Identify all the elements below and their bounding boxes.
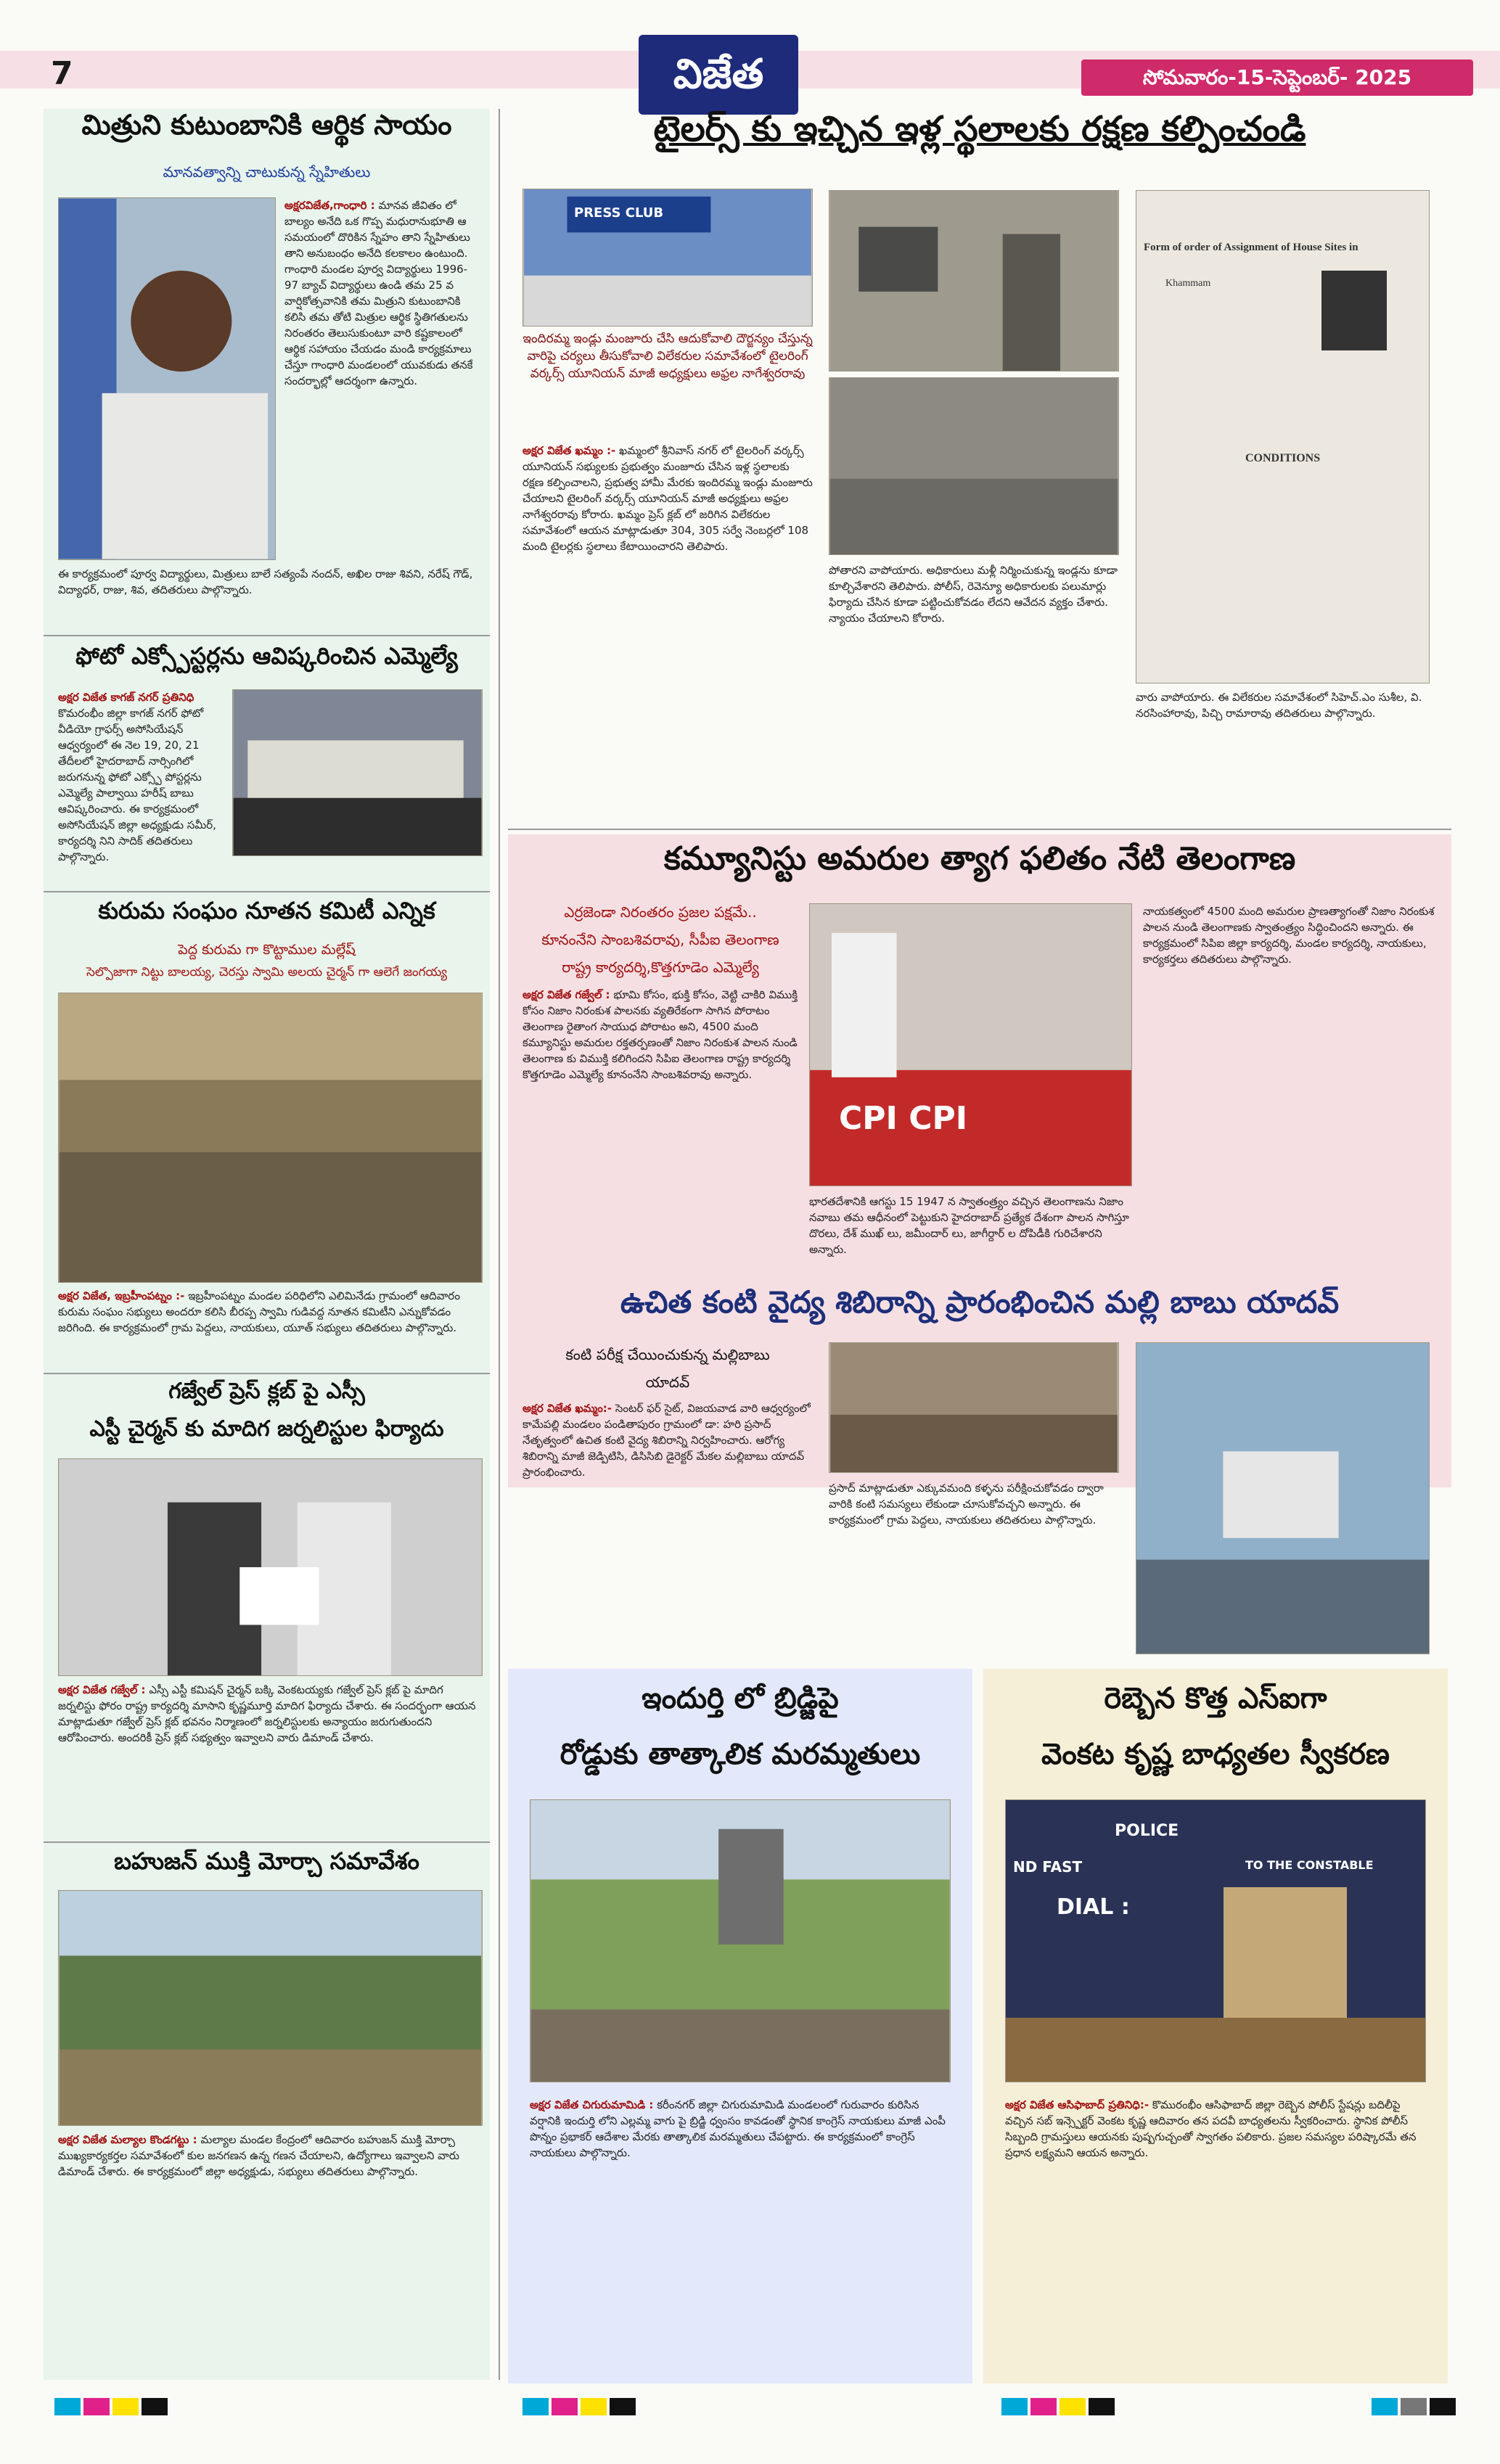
tailors-dateline: అక్షర విజేత ఖమ్మం :- [522,444,616,457]
divider [44,891,490,892]
eye-body: సెంటర్ ఫర్ సైట్, విజయవాడ వారి ఆధ్వర్యంలో కామేపల్లి మండలం పండితాపురం గ్రామంలో డా: హరి ప్రసాద్ నేతృత్వంలో ఉచిత కంటి వైద్య శిబిరాన్ని నిర్వహించారు. ఆరోగ్య శిబిరాన్ని మాజీ జెడ్పిటిసి, డిసిసిబి డైరెక్టర్ మేకల మల్లిబాబు యాదవ్ ప్రారంభించారు. [522,1402,811,1479]
a1-subtitle: మానవత్వాన్ని చాటుకున్న స్నేహితులు [163,163,371,181]
a3-sub1: పెద్ద కురుమ గా కొట్టాముల మల్లేష్ [178,942,356,958]
communist-sub2: కూనంనేని సాంబశివరావు, సీపీఐ తెలంగాణ [541,931,779,948]
bridge-title-line2: రోడ్డుకు తాత్కాలిక మరమ్మతులు [560,1738,921,1771]
bridge-road-photo [530,1799,951,2082]
registration-mark [83,2398,110,2415]
a1-body2: ఈ కార్యక్రమంలో పూర్వ విద్యార్థులు, మిత్రులు బాలే సత్యంపే నందన్, అఖిల రాజు శివని, నరేష్ గౌడ్, విద్యాధర్, రాజు, శివ, తదితరులు పాల్గొన్నారు. [58,567,473,596]
doc-photo-stamp [1321,271,1387,350]
a2-dateline: అక్షర విజేత కాగజ్ నగర్ ప్రతినిధి [58,691,194,704]
eye-title: ఉచిత కంటి వైద్య శిబిరాన్ని ప్రారంభించిన మల్లి బాబు యాదవ్ [620,1284,1340,1320]
a1-body: మానవ జీవితం లో బాల్యం అనేది ఒక గొప్ప మధురానుభూతి ఆ సమయంలో దొరికిన స్నేహం తాని స్నేహితులు తాని అనుబంధం అనేది కలకాలం ఉంటుంది. గాంధారి మండల పూర్వ విద్యార్థులు 1996-97 బ్యాచ్ విద్యార్థులు ఉండి తమ 25 వ వార్షికోత్సవానికి తమ మిత్రుని కుటుంబానికి కలిసి తమ తోటి మిత్రుల ఆర్థిక స్థితిగతులను నిరంతరం తెలుసుకుంటూ వారి కష్టకాలంలో ఆర్థిక సహాయం చేయడం మండి కార్యక్రమాలు చేస్తూ గాంధారి మండలంలో యువకుడు తనకే సందర్భాల్లో ఆదర్శంగా ఉన్నారు. [284,199,473,387]
group-photo-icon [233,690,482,855]
a4-dateline: అక్షర విజేత గజ్వేల్ : [58,1683,146,1696]
registration-mark [1372,2398,1398,2415]
si-title-line2: వెంకట కృష్ణ బాధ్యతల స్వీకరణ [1041,1738,1390,1771]
eye-checkup-icon [1136,1343,1429,1654]
issue-date: సోమవారం-15-సెప్టెంబర్- 2025 [1081,59,1473,96]
communist-sub1: ఎర్రజెండా నిరంతరం ప్రజల పక్షమే.. [564,903,757,921]
a2-group-photo [232,689,483,856]
tailors-rubble-photo [829,377,1119,555]
portrait-photo-icon [59,198,275,559]
communist-body3: నాయకత్వంలో 4500 మంది అమరుల ప్రాణత్యాగంతో నిజాం నిరంకుశ పాలన నుండి తెలంగాణకు స్వాతంత్ర్యం సిద్ధించిందని అన్నారు. ఈ కార్యక్రమంలో సిపిఐ జిల్లా కార్యదర్శి, మండల కార్యదర్శి, నాయకులు, కార్యకర్తలు తదితరులు పాల్గొన్నారు. [1143,905,1435,966]
eye-body2: ప్రసాద్ మాట్లాడుతూ ఎక్కువమంది కళ్ళను పరీక్షించుకోవడం ద్వారా వారికి కంటి సమస్యలు లేకుండా చూసుకోవచ్చని అన్నారు. ఈ కార్యక్రమంలో గ్రామ పెద్దలు, నాయకులు తదితరులు పాల్గొన్నారు. [829,1482,1104,1527]
doc-conditions: CONDITIONS [1245,452,1321,464]
registration-mark [1089,2398,1115,2415]
registration-mark [142,2398,168,2415]
a4-body: ఎస్సీ ఎస్టీ కమిషన్ చైర్మన్ బక్కి వెంకటయ్యకు గజ్వేల్ ప్రెస్ క్లబ్ పై మాదిగ జర్నలిస్టు ఫోరం రాష్ట్ర కార్యదర్శి మాసాని కృష్ణమూర్తి మాదిగ ఫిర్యాదు చేశారు. ఈ సందర్భంగా ఆయన మాట్లాడుతూ గజ్వేల్ ప్రెస్ క్లబ్ భవనం నిర్మాణంలో జర్నలిస్టులకు అన్యాయం జరుగుతుందని ఆరోపించారు. అందరికీ ప్రెస్ క్లబ్ సభ్యత్వం ఇవ్వాలని వారు డిమాండ్ చేశారు. [58,1683,476,1744]
si-body: కొమురంభీం ఆసిఫాబాద్ జిల్లా రెబ్బెన పోలీస్ స్టేషన్లు బదిలీపై వచ్చిన సబ్ ఇన్స్పెక్టర్ వెంకట కృష్ణ ఆదివారం తన పదవీ బాధ్యతలను స్వీకరించారు. స్థానిక పోలీస్ సిబ్బంది గ్రామస్తులు ఆయనకు పుష్పగుచ్చంతో స్వాగతం పలికారు. ప్రజల సమస్యల పరిష్కారమే తన ప్రధాన లక్ష్యమని ఆయన అన్నారు. [1005,2098,1417,2159]
eye-sub2: యాదవ్ [645,1373,690,1391]
si-photo-text-police: POLICE [1115,1822,1179,1840]
a4-photo [58,1458,483,1676]
masthead-logo: విజేత [639,35,798,115]
a4-title-line1: గజ్వేల్ ప్రెస్ క్లబ్ పై ఎస్సీ [168,1379,365,1404]
road-repair-icon [530,1800,950,2082]
bridge-dateline: అక్షర విజేత చిగురుమామిడి : [530,2098,654,2111]
communist-title: కమ్యూనిస్టు అమరుల త్యాగ ఫలితం నేటి తెలంగాణ [663,840,1296,877]
house-photo-icon [829,191,1118,371]
divider [44,635,490,636]
tailors-document-photo [1136,190,1430,683]
a3-sub2: సెల్పొజాగా నిట్టు బాలయ్య, చెరస్తు స్వామి అలయ చైర్మన్ గా ఆలెగే జంగయ్య [86,965,447,980]
page-number: 7 [51,55,73,92]
tailors-body: ఖమ్మంలో శ్రీనివాస్ నగర్ లో టైలరింగ్ వర్కర్స్ యూనియన్ సభ్యులకు ప్రభుత్వం మంజూరు చేసిన ఇళ్ల స్థలాలకు రక్షణ కల్పించాలని, ప్రభుత్వ హామీ మేరకు ఇందిరమ్మ ఇండ్లు మంజూరు చేయాలని టైలరింగ్ వర్కర్స్ యూనియన్ మాజీ అధ్యక్షులు అఫ్రల నాగేశ్వరరావు కోరారు. ఖమ్మం ప్రెస్ క్లబ్ లో జరిగిన విలేకరుల సమావేశంలో ఆయన మాట్లాడుతూ 304, 305 సర్వే నెంబర్లలో 108 మంది టైలర్లకు స్థలాలు కేటాయించారని తెలిపారు. [522,444,813,553]
tailors-photo-caption-2: వారు వాపోయారు. ఈ విలేకరుల సమావేశంలో సిహెచ్.ఎం సుశీల, వి. నరసింహారావు, పిచ్చి రామారావు తదితరులు పాల్గొన్నారు. [1136,691,1422,720]
registration-mark [112,2398,139,2415]
si-dateline: అక్షర విజేత ఆసిఫాబాద్ ప్రతినిధి:- [1005,2098,1149,2111]
rubble-photo-icon [829,378,1118,554]
a3-title: కురుమ సంఘం నూతన కమిటీ ఎన్నిక [98,897,435,924]
bridge-title-line1: ఇందుర్తి లో బ్రిడ్జిపై [642,1682,839,1715]
a5-title: బహుజన్ ముక్తి మోర్చా సమావేశం [114,1847,419,1875]
registration-mark [610,2398,636,2415]
a3-body: ఇబ్రహీంపట్నం మండల పరిధిలోని ఎలిమినేడు గ్రామంలో ఆదివారం కురుమ సంఘం సభ్యులు అందరూ కలిసి బీరప్ప స్వామి గుడివద్ద నూతన కమిటీని ఎన్నుకోవడం జరిగింది. ఈ కార్యక్రమంలో గ్రామ పెద్దలు, నాయకులు, యూత్ సభ్యులు తదితరులు పాల్గొన్నారు. [58,1289,460,1334]
registration-mark [54,2398,81,2415]
registration-mark [1060,2398,1086,2415]
registration-mark [1001,2398,1028,2415]
doc-place: Khammam [1165,278,1211,289]
si-photo-text-fast: ND FAST [1013,1858,1083,1876]
pressmeet-photo-icon [523,189,812,326]
a5-body: మల్యాల మండల కేంద్రంలో ఆదివారం బహుజన్ ముక్తి మోర్చా ముఖ్యకార్యకర్తల సమావేశంలో కుల జనగణన ఉన్న గణన చేయాలని, ఉద్యోగాలు ఇవ్వాలని వారు డిమాండ్ చేశారు. ఈ కార్యక్రమంలో జిల్లా అధ్యక్షుడు, సభ్యులు తదితరులు పాల్గొన్నారు. [58,2133,459,2178]
registration-mark [1401,2398,1427,2415]
meeting-photo-icon [810,904,1131,1186]
registration-mark [522,2398,549,2415]
si-photo-text-constable: TO THE CONSTABLE [1245,1858,1374,1872]
divider [44,1373,490,1374]
press-club-banner: PRESS CLUB [574,205,664,221]
a1-dateline: అక్షరవిజేత,గాంధారి : [284,199,375,212]
audience-photo-icon [829,1343,1118,1472]
a1-title: మిత్రుని కుటుంబానికి ఆర్థిక సాయం [81,109,452,141]
a3-dateline: అక్షర విజేత, ఇబ్రహీంపట్నం :- [58,1289,185,1302]
tailors-title: టైలర్స్ కు ఇచ్చిన ఇళ్ల స్థలాలకు రక్షణ కల్పించండి [653,109,1306,149]
eye-audience-photo [829,1342,1119,1473]
a2-title: ఫోటో ఎక్స్పోస్టర్లను ఆవిష్కరించిన ఎమ్మెల్యే [75,642,458,670]
rally-photo-icon [59,1891,482,2125]
communist-meeting-photo [809,903,1132,1186]
a2-body: కొమరంభీం జిల్లా కాగజ్ నగర్ ఫోటో వీడియో గ్రాఫర్స్ అసోసియేషన్ ఆధ్వర్యంలో ఈ నెల 19, 20, 21 తేదీలలో హైదరాబాద్ నార్సింగిలో జరుగనున్న ఫోటో ఎక్స్పో పోస్టర్లను ఎమ్మెల్యే పాల్వాయి హరీష్ బాబు ఆవిష్కరించారు. ఈ కార్యక్రమంలో అసోసియేషన్ జిల్లా అధ్యక్షుడు సమీర్, కార్యదర్శి నిని సాదిక్ తదితరులు పాల్గొన్నారు. [58,707,216,863]
registration-mark [1030,2398,1057,2415]
column-rule [499,109,500,2380]
tailors-photo-caption: ఇందిరమ్మ ఇండ్లు మంజూరు చేసి ఆదుకోవాలి దౌర్జన్యం చేస్తున్న వారిపై చర్యలు తీసుకోవాలి విలేకరుల సమావేశంలో టైలరింగ్ వర్కర్స్ యూనియన్ మాజీ అధ్యక్షులు అఫ్రల నాగేశ్వరరావు [522,332,813,381]
registration-mark [581,2398,607,2415]
crowd-photo-icon [59,993,482,1282]
registration-mark [1430,2398,1456,2415]
a1-portrait-photo [58,197,276,560]
tailors-house-photo [829,190,1119,371]
a5-photo [58,1890,483,2126]
communist-sub3: రాష్ట్ర కార్యదర్శి,కొత్తగూడెం ఎమ్మెల్యే [562,958,759,976]
a5-dateline: అక్షర విజేత మల్యాల కొండగట్టు : [58,2133,197,2146]
communist-dateline: అక్షర విజేత గజ్వేల్ : [522,988,610,1001]
tailors-pressmeet-photo [522,189,813,327]
si-title-line1: రెబ్బెన కొత్త ఎస్ఐగా [1104,1682,1327,1715]
a4-title-line2: ఎస్టీ చైర్మన్ కు మాదిగ జర్నలిస్టుల ఫిర్యాదు [89,1416,444,1442]
eye-checkup-photo [1136,1342,1430,1654]
communist-body2: భారతదేశానికి ఆగస్టు 15 1947 న స్వాతంత్ర్యం వచ్చిన తెలంగాణను నిజాం నవాబు తమ ఆధీనంలో పెట్టుకుని హైదరాబాద్ ప్రత్యేక దేశంగా పాలన సాగిస్తూ దొరలు, దేశ్ ముఖ్ లు, జమీందార్ లు, జాగీర్దార్ ల దోపిడీకి గురిచేశారని అన్నారు. [809,1195,1129,1256]
divider [44,1841,490,1843]
eye-dateline: అక్షర విజేత ఖమ్మం:- [522,1402,612,1415]
si-desk [1006,2018,1426,2082]
eye-sub1: కంటి పరీక్ష చేయించుకున్న మల్లిబాబు [565,1346,770,1363]
doc-form-title: Form of order of Assignment of House Sites in [1144,242,1358,253]
communist-body: భూమి కోసం, భుక్తి కోసం, వెట్టి చాకిరి విముక్తి కోసం నిజాం నిరంకుశ పాలనకు వ్యతిరేకంగా సాగిన పోరాటం తెలంగాణ రైతాంగ సాయుధ పోరాటం అని, 4500 మంది కమ్యూనిస్టు అమరుల రక్తతర్పణంతో నిజాం నిరంకుశ పాలన నుండి తెలంగాణ కు విముక్తి కలిగిందని సిపిఐ తెలంగాణ రాష్ట్ర కార్యదర్శి కొత్తగూడెం ఎమ్మెల్యే కూనంనేని సాంబశివరావు అన్నారు. [522,988,798,1081]
tailors-body2: పోతారని వాపోయారు. అధికారులు మళ్లీ నిర్మించుకున్న ఇండ్లను కూడా కూల్చివేశారని తెలిపారు. పోలీస్, రెవెన్యూ అధికారులకు పలుమార్లు ఫిర్యాదు చేసిన కూడా పట్టించుకోవడం లేదని ఆవేదన వ్యక్తం చేశారు. న్యాయం చేయాలని కోరారు. [829,564,1118,625]
si-photo-text-dial: DIAL : [1057,1894,1130,1920]
a3-community-photo [58,993,483,1283]
handover-photo-icon [59,1459,482,1675]
si-office-photo [1005,1799,1426,2082]
cpi-flag-text: CPI CPI [839,1100,968,1137]
bridge-body: కరీంనగర్ జిల్లా చిగురుమామిడి మండలంలో గురువారం కురిసిన వర్షానికి ఇందుర్తి లోని ఎల్లమ్మ వాగు పై బ్రిడ్జి ధ్వంసం కావడంతో స్థానిక కాంగ్రెస్ నాయకులు మాజీ ఎంపీ పొన్నం ప్రభాకర్ ఆదేశాల మేరకు తాత్కాలిక మరమ్మతులు చేపట్టారు. ఈ కార్యక్రమంలో కాంగ్రెస్ నాయకులు పాల్గొన్నారు. [530,2098,946,2159]
registration-mark [552,2398,578,2415]
divider [508,829,1451,830]
